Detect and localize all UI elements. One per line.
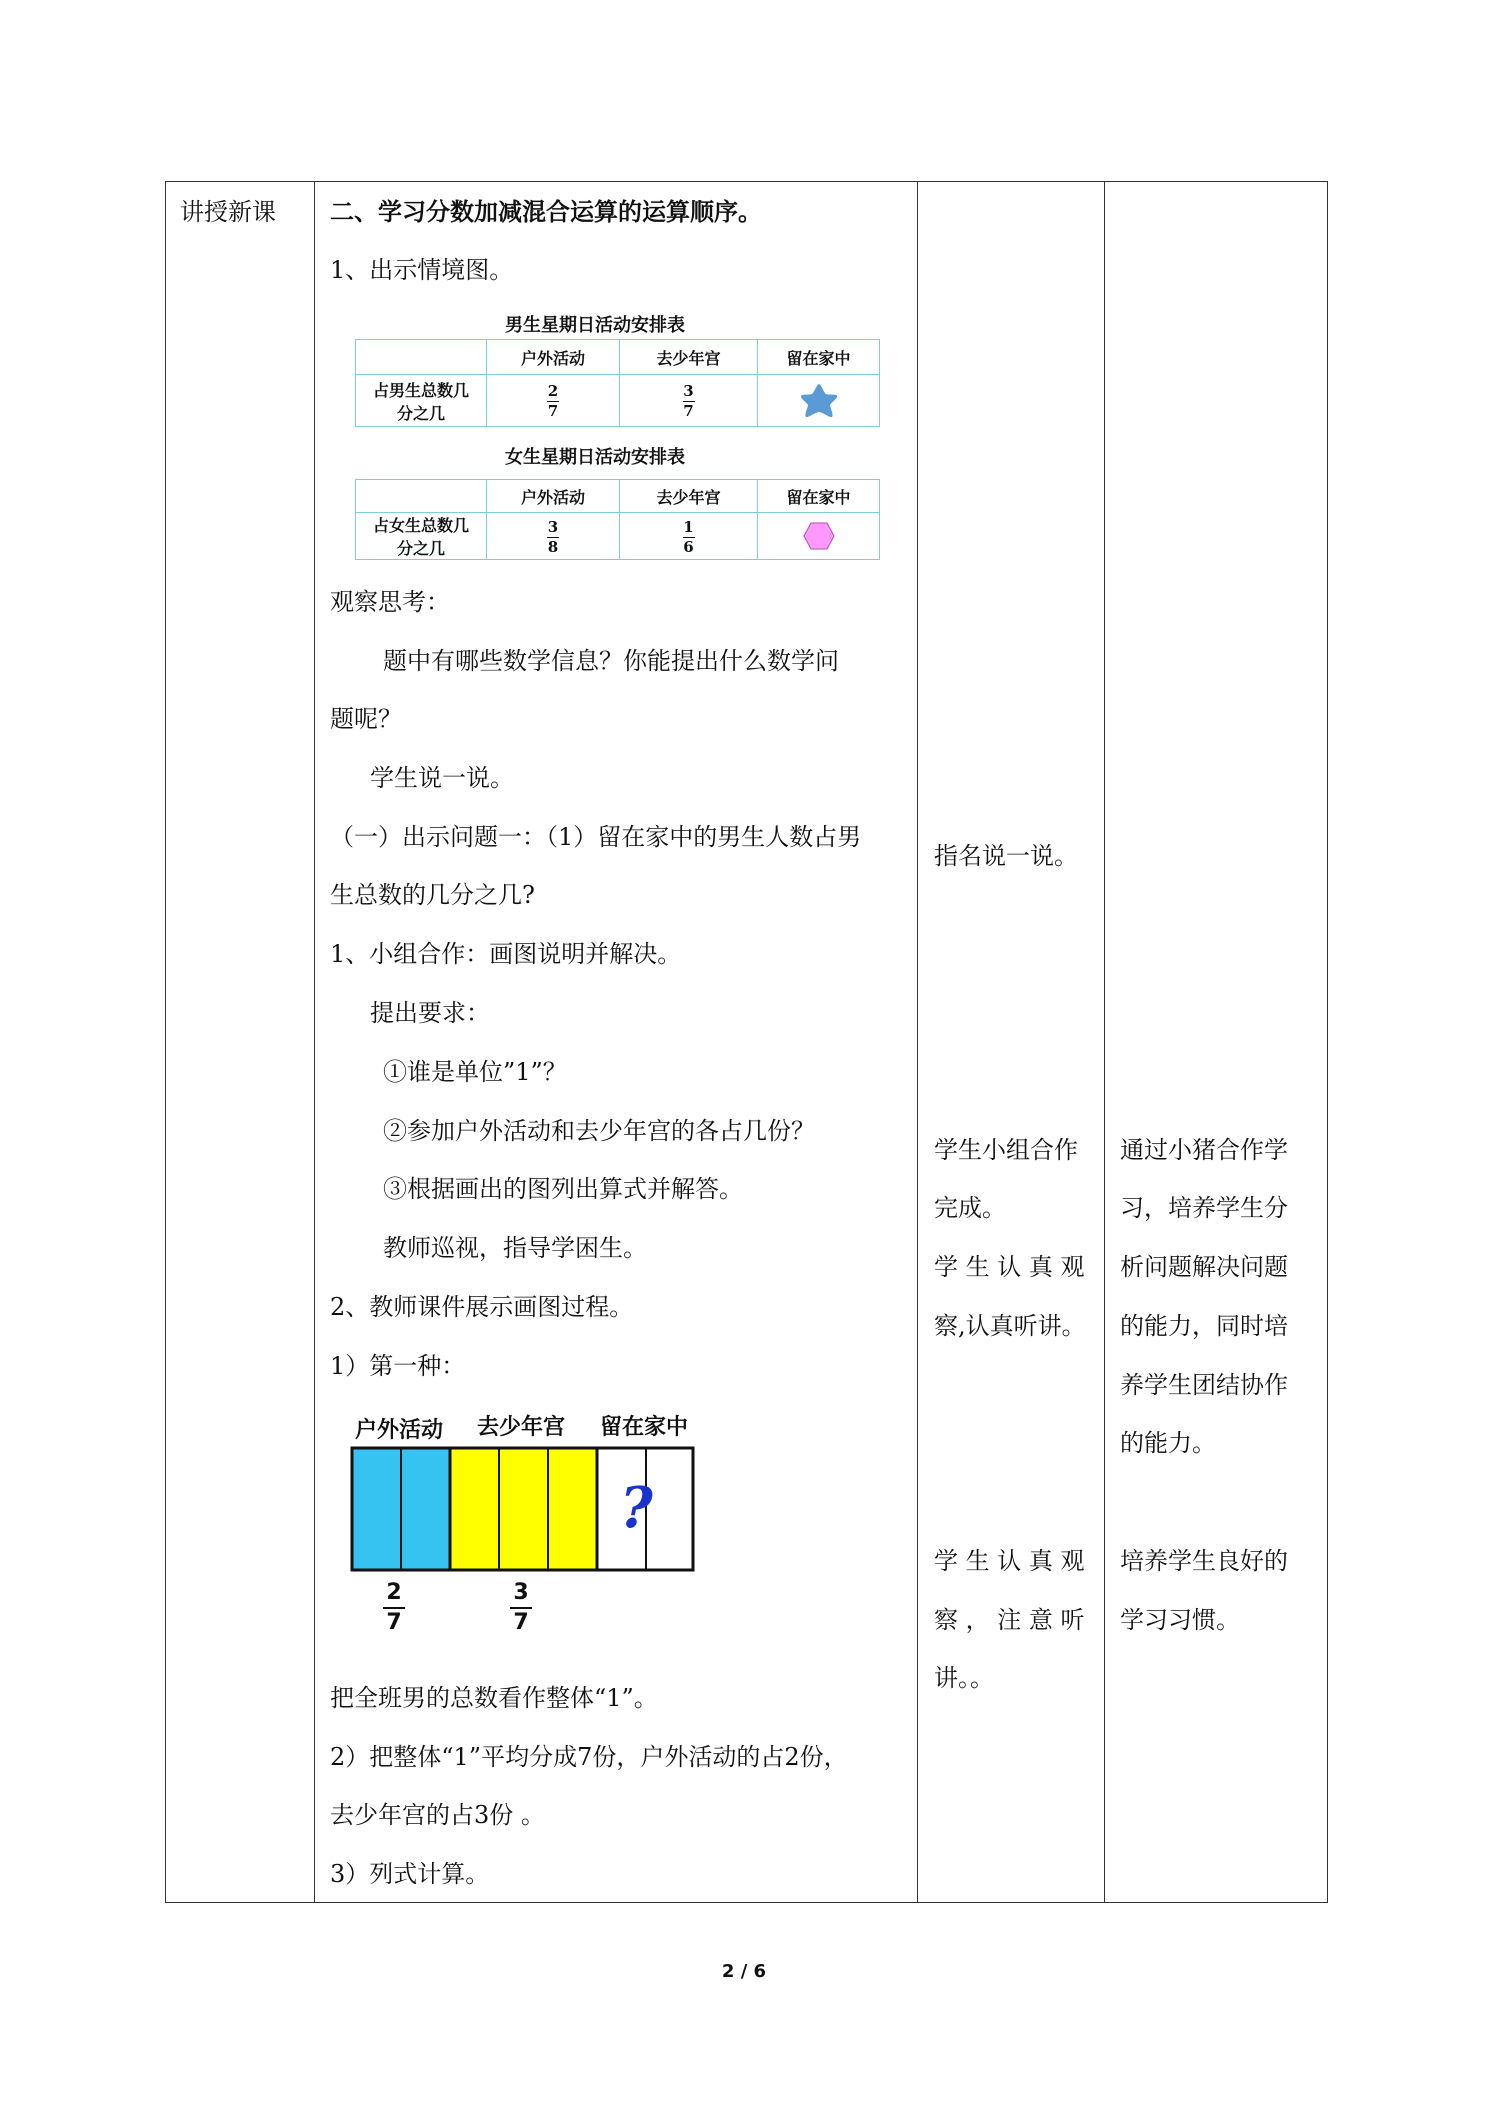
paragraph: 教师巡视，指导学困生。 <box>383 1234 647 1262</box>
requirement-item: ②参加户外活动和去少年宫的各占几份？ <box>383 1117 815 1145</box>
row-label-cell <box>356 375 487 427</box>
row-label-cell <box>356 513 487 560</box>
step-1: 1、出示情境图。 <box>330 256 514 284</box>
boys-activity-table <box>355 339 880 427</box>
numerator: 1 <box>683 517 694 536</box>
fraction <box>683 383 695 420</box>
fraction <box>547 519 559 556</box>
youth-palace-fraction <box>510 1580 532 1636</box>
header-cell: 去少年宫 <box>620 480 758 513</box>
denominator: 8 <box>547 537 559 556</box>
activity-note: 学 生 认 真 观 <box>934 1547 1085 1575</box>
denominator: 6 <box>683 537 694 556</box>
hexagon-shape-icon <box>802 521 836 551</box>
fraction <box>547 383 559 420</box>
diagram-label: 留在家中 <box>600 1415 689 1440</box>
activity-note: 指名说一说。 <box>934 842 1078 870</box>
lesson-table <box>165 181 1328 1903</box>
paragraph: 2、教师课件展示画图过程。 <box>330 1293 634 1321</box>
numerator: 3 <box>547 517 559 536</box>
column-divider <box>1104 182 1105 1902</box>
column-divider <box>314 182 315 1902</box>
row-label-line: 占男生总数几 <box>372 380 469 400</box>
denominator: 7 <box>386 1610 402 1635</box>
shape-cell <box>758 375 880 427</box>
shape-cell <box>758 513 880 560</box>
activity-note: 察,认真听讲。 <box>934 1312 1086 1340</box>
purpose-note: 的能力，同时培 <box>1120 1312 1288 1340</box>
denominator: 7 <box>513 1610 529 1635</box>
activity-note: 完成。 <box>934 1194 1006 1222</box>
paragraph: 提出要求： <box>370 999 490 1027</box>
purpose-note: 通过小猪合作学 <box>1120 1136 1288 1164</box>
purpose-note: 的能力。 <box>1120 1429 1216 1457</box>
activity-note: 学 生 认 真 观 <box>934 1253 1085 1281</box>
denominator: 7 <box>547 402 559 420</box>
star-shape-icon <box>799 382 839 420</box>
section-heading: 二、学习分数加减混合运算的运算顺序。 <box>330 198 762 226</box>
row-label-line: 分之几 <box>396 403 445 423</box>
paragraph: 学生说一说。 <box>370 764 514 792</box>
outdoor-fraction <box>383 1580 405 1636</box>
numerator: 3 <box>683 382 694 400</box>
purpose-note: 习，培养学生分 <box>1120 1194 1288 1222</box>
header-cell: 户外活动 <box>487 340 620 375</box>
requirement-item: ③根据画出的图列出算式并解答。 <box>383 1175 743 1203</box>
header-cell: 户外活动 <box>487 480 620 513</box>
denominator: 7 <box>683 402 694 420</box>
activity-note: 察 ， 注 意 听 <box>934 1606 1085 1634</box>
fraction-cell <box>487 513 620 560</box>
fraction-cell <box>487 375 620 427</box>
diagram-label: 去少年宫 <box>477 1415 566 1440</box>
problem-line: （一）出示问题一：（1）留在家中的男生人数占男 <box>330 823 862 851</box>
table-corner-cell <box>356 480 487 513</box>
purpose-note: 养学生团结协作 <box>1120 1371 1288 1399</box>
purpose-note: 培养学生良好的 <box>1120 1547 1288 1575</box>
activity-note: 学生小组合作 <box>934 1136 1078 1164</box>
header-cell: 留在家中 <box>758 340 880 375</box>
boys-table-title: 男生星期日活动安排表 <box>505 315 685 336</box>
numerator: 2 <box>547 382 559 400</box>
table-corner-cell <box>356 340 487 375</box>
paragraph: 1）第一种： <box>330 1352 466 1380</box>
paragraph: 去少年宫的占3份 。 <box>330 1801 545 1829</box>
paragraph: 3）列式计算。 <box>330 1860 490 1888</box>
paragraph: 把全班男的总数看作整体“1”。 <box>330 1684 658 1712</box>
page-number: 2 / 6 <box>721 1961 767 1982</box>
requirement-item: ①谁是单位”1”？ <box>383 1058 567 1086</box>
paragraph: 1、小组合作：画图说明并解决。 <box>330 940 682 968</box>
purpose-note: 析问题解决问题 <box>1120 1253 1288 1281</box>
observe-text: 观察思考： <box>330 588 450 616</box>
stage-label: 讲授新课 <box>180 198 276 226</box>
row-label-line: 分之几 <box>396 539 445 558</box>
girls-table-title: 女生星期日活动安排表 <box>505 447 685 468</box>
fraction-cell <box>620 513 758 560</box>
problem-line: 生总数的几分之几? <box>330 881 535 909</box>
girls-activity-table <box>355 479 880 560</box>
numerator: 2 <box>386 1580 402 1605</box>
diagram-label: 户外活动 <box>355 1418 444 1443</box>
purpose-note: 学习习惯。 <box>1120 1606 1240 1634</box>
paragraph: 2）把整体“1”平均分成7份，户外活动的占2份， <box>330 1743 848 1771</box>
column-divider <box>917 182 918 1902</box>
activity-note: 讲。。 <box>934 1664 994 1692</box>
numerator: 3 <box>513 1580 529 1605</box>
unknown-question-mark: ? <box>620 1475 653 1541</box>
header-cell: 去少年宫 <box>620 340 758 375</box>
header-cell: 留在家中 <box>758 480 880 513</box>
fraction-cell <box>620 375 758 427</box>
row-label-line: 占女生总数几 <box>372 516 469 535</box>
question-line: 题呢？ <box>330 705 402 733</box>
fraction <box>683 519 695 556</box>
question-line: 题中有哪些数学信息？你能提出什么数学问 <box>383 647 839 675</box>
youth-palace-segment <box>450 1448 597 1570</box>
